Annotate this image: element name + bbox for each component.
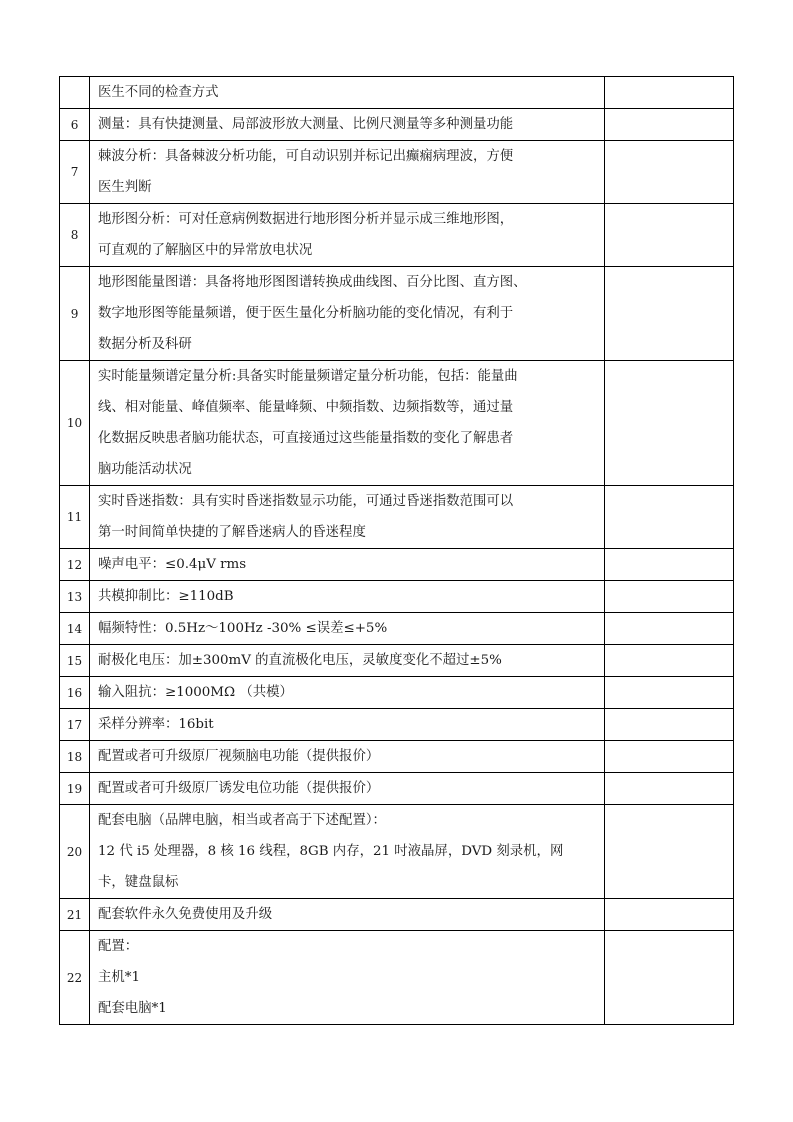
row-number: 17 [60, 709, 90, 741]
table-row [60, 109, 734, 141]
requirement-line: 主机*1 [98, 970, 141, 985]
row-number: 9 [60, 267, 90, 361]
requirement-text [90, 773, 605, 805]
row-number: 15 [60, 645, 90, 677]
remark-cell [604, 267, 733, 361]
table-row [60, 486, 734, 549]
requirement-text [90, 741, 605, 773]
requirement-line: 化数据反映患者脑功能状态，可直接通过这些能量指数的变化了解患者 [98, 431, 514, 446]
requirement-line: 医生不同的检查方式 [98, 85, 219, 100]
spec-table [59, 76, 734, 1025]
row-number: 8 [60, 204, 90, 267]
requirement-text [90, 77, 605, 109]
requirement-text [90, 267, 605, 361]
row-number: 14 [60, 613, 90, 645]
remark-cell [604, 773, 733, 805]
requirement-line: 数字地形图等能量频谱，便于医生量化分析脑功能的变化情况，有利于 [98, 306, 514, 321]
row-number: 10 [60, 361, 90, 486]
remark-cell [604, 361, 733, 486]
table-row [60, 141, 734, 204]
table-row [60, 361, 734, 486]
requirement-line: 医生判断 [98, 180, 152, 195]
row-number: 6 [60, 109, 90, 141]
table-row [60, 613, 734, 645]
requirement-line: 地形图能量图谱：具备将地形图图谱转换成曲线图、百分比图、直方图、 [98, 275, 527, 290]
requirement-line: 棘波分析：具备棘波分析功能，可自动识别并标记出癫痫病理波，方便 [98, 149, 514, 164]
requirement-line: 配置： [98, 939, 139, 954]
remark-cell [604, 709, 733, 741]
table-row [60, 549, 734, 581]
requirement-line: 线、相对能量、峰值频率、能量峰频、中频指数、边频指数等，通过量 [98, 400, 514, 415]
requirement-line: 配套软件永久免费使用及升级 [98, 907, 273, 922]
requirement-text [90, 486, 605, 549]
table-row [60, 709, 734, 741]
remark-cell [604, 141, 733, 204]
requirement-text [90, 361, 605, 486]
remark-cell [604, 613, 733, 645]
remark-cell [604, 549, 733, 581]
requirement-line: 可直观的了解脑区中的异常放电状况 [98, 243, 313, 258]
requirement-line: 测量：具有快捷测量、局部波形放大测量、比例尺测量等多种测量功能 [98, 117, 514, 132]
requirement-line: 实时能量频谱定量分析:具备实时能量频谱定量分析功能，包括：能量曲 [98, 369, 518, 384]
table-row [60, 773, 734, 805]
requirement-line: 实时昏迷指数：具有实时昏迷指数显示功能，可通过昏迷指数范围可以 [98, 494, 514, 509]
remark-cell [604, 77, 733, 109]
requirement-text [90, 931, 605, 1025]
requirement-line: 脑功能活动状况 [98, 462, 192, 477]
row-number: 18 [60, 741, 90, 773]
requirement-text [90, 204, 605, 267]
requirement-line: 配套电脑*1 [98, 1001, 167, 1016]
table-row [60, 899, 734, 931]
requirement-text [90, 899, 605, 931]
table-row [60, 645, 734, 677]
requirement-line: 配套电脑（品牌电脑，相当或者高于下述配置）： [98, 813, 386, 828]
row-number: 19 [60, 773, 90, 805]
table-row [60, 741, 734, 773]
remark-cell [604, 581, 733, 613]
remark-cell [604, 805, 733, 899]
spec-table-body [60, 77, 734, 1025]
requirement-line: 共模抑制比：≥110dB [98, 589, 234, 604]
table-row [60, 267, 734, 361]
remark-cell [604, 486, 733, 549]
remark-cell [604, 677, 733, 709]
remark-cell [604, 109, 733, 141]
table-row [60, 931, 734, 1025]
table-row [60, 677, 734, 709]
row-number: 7 [60, 141, 90, 204]
table-row [60, 77, 734, 109]
requirement-line: 卡，键盘鼠标 [98, 875, 179, 890]
requirement-line: 噪声电平：≤0.4μV rms [98, 557, 247, 572]
remark-cell [604, 204, 733, 267]
requirement-line: 耐极化电压：加±300mV 的直流极化电压，灵敏度变化不超过±5% [98, 653, 502, 668]
row-number: 22 [60, 931, 90, 1025]
row-number: 20 [60, 805, 90, 899]
requirement-text [90, 549, 605, 581]
requirement-text [90, 645, 605, 677]
remark-cell [604, 931, 733, 1025]
requirement-line: 配置或者可升级原厂视频脑电功能（提供报价） [98, 749, 380, 764]
requirement-line: 采样分辨率：16bit [98, 717, 214, 732]
requirement-line: 配置或者可升级原厂诱发电位功能（提供报价） [98, 781, 380, 796]
requirement-text [90, 677, 605, 709]
requirement-line: 12 代 i5 处理器，8 核 16 线程，8GB 内存，21 吋液晶屏，DVD 刻录机，网 [98, 844, 564, 859]
requirement-line: 地形图分析：可对任意病例数据进行地形图分析并显示成三维地形图， [98, 212, 514, 227]
table-row [60, 805, 734, 899]
requirement-text [90, 109, 605, 141]
remark-cell [604, 899, 733, 931]
remark-cell [604, 741, 733, 773]
row-number: 11 [60, 486, 90, 549]
row-number: 21 [60, 899, 90, 931]
row-number: 13 [60, 581, 90, 613]
requirement-text [90, 141, 605, 204]
remark-cell [604, 645, 733, 677]
table-row [60, 581, 734, 613]
row-number [60, 77, 90, 109]
requirement-line: 幅频特性：0.5Hz～100Hz -30% ≤误差≤+5% [98, 621, 388, 636]
requirement-line: 第一时间简单快捷的了解昏迷病人的昏迷程度 [98, 525, 366, 540]
requirement-text [90, 805, 605, 899]
requirement-text [90, 613, 605, 645]
requirement-text [90, 581, 605, 613]
requirement-text [90, 709, 605, 741]
table-row [60, 204, 734, 267]
requirement-line: 输入阻抗：≥1000MΩ （共模） [98, 685, 293, 700]
row-number: 16 [60, 677, 90, 709]
requirement-line: 数据分析及科研 [98, 337, 192, 352]
row-number: 12 [60, 549, 90, 581]
